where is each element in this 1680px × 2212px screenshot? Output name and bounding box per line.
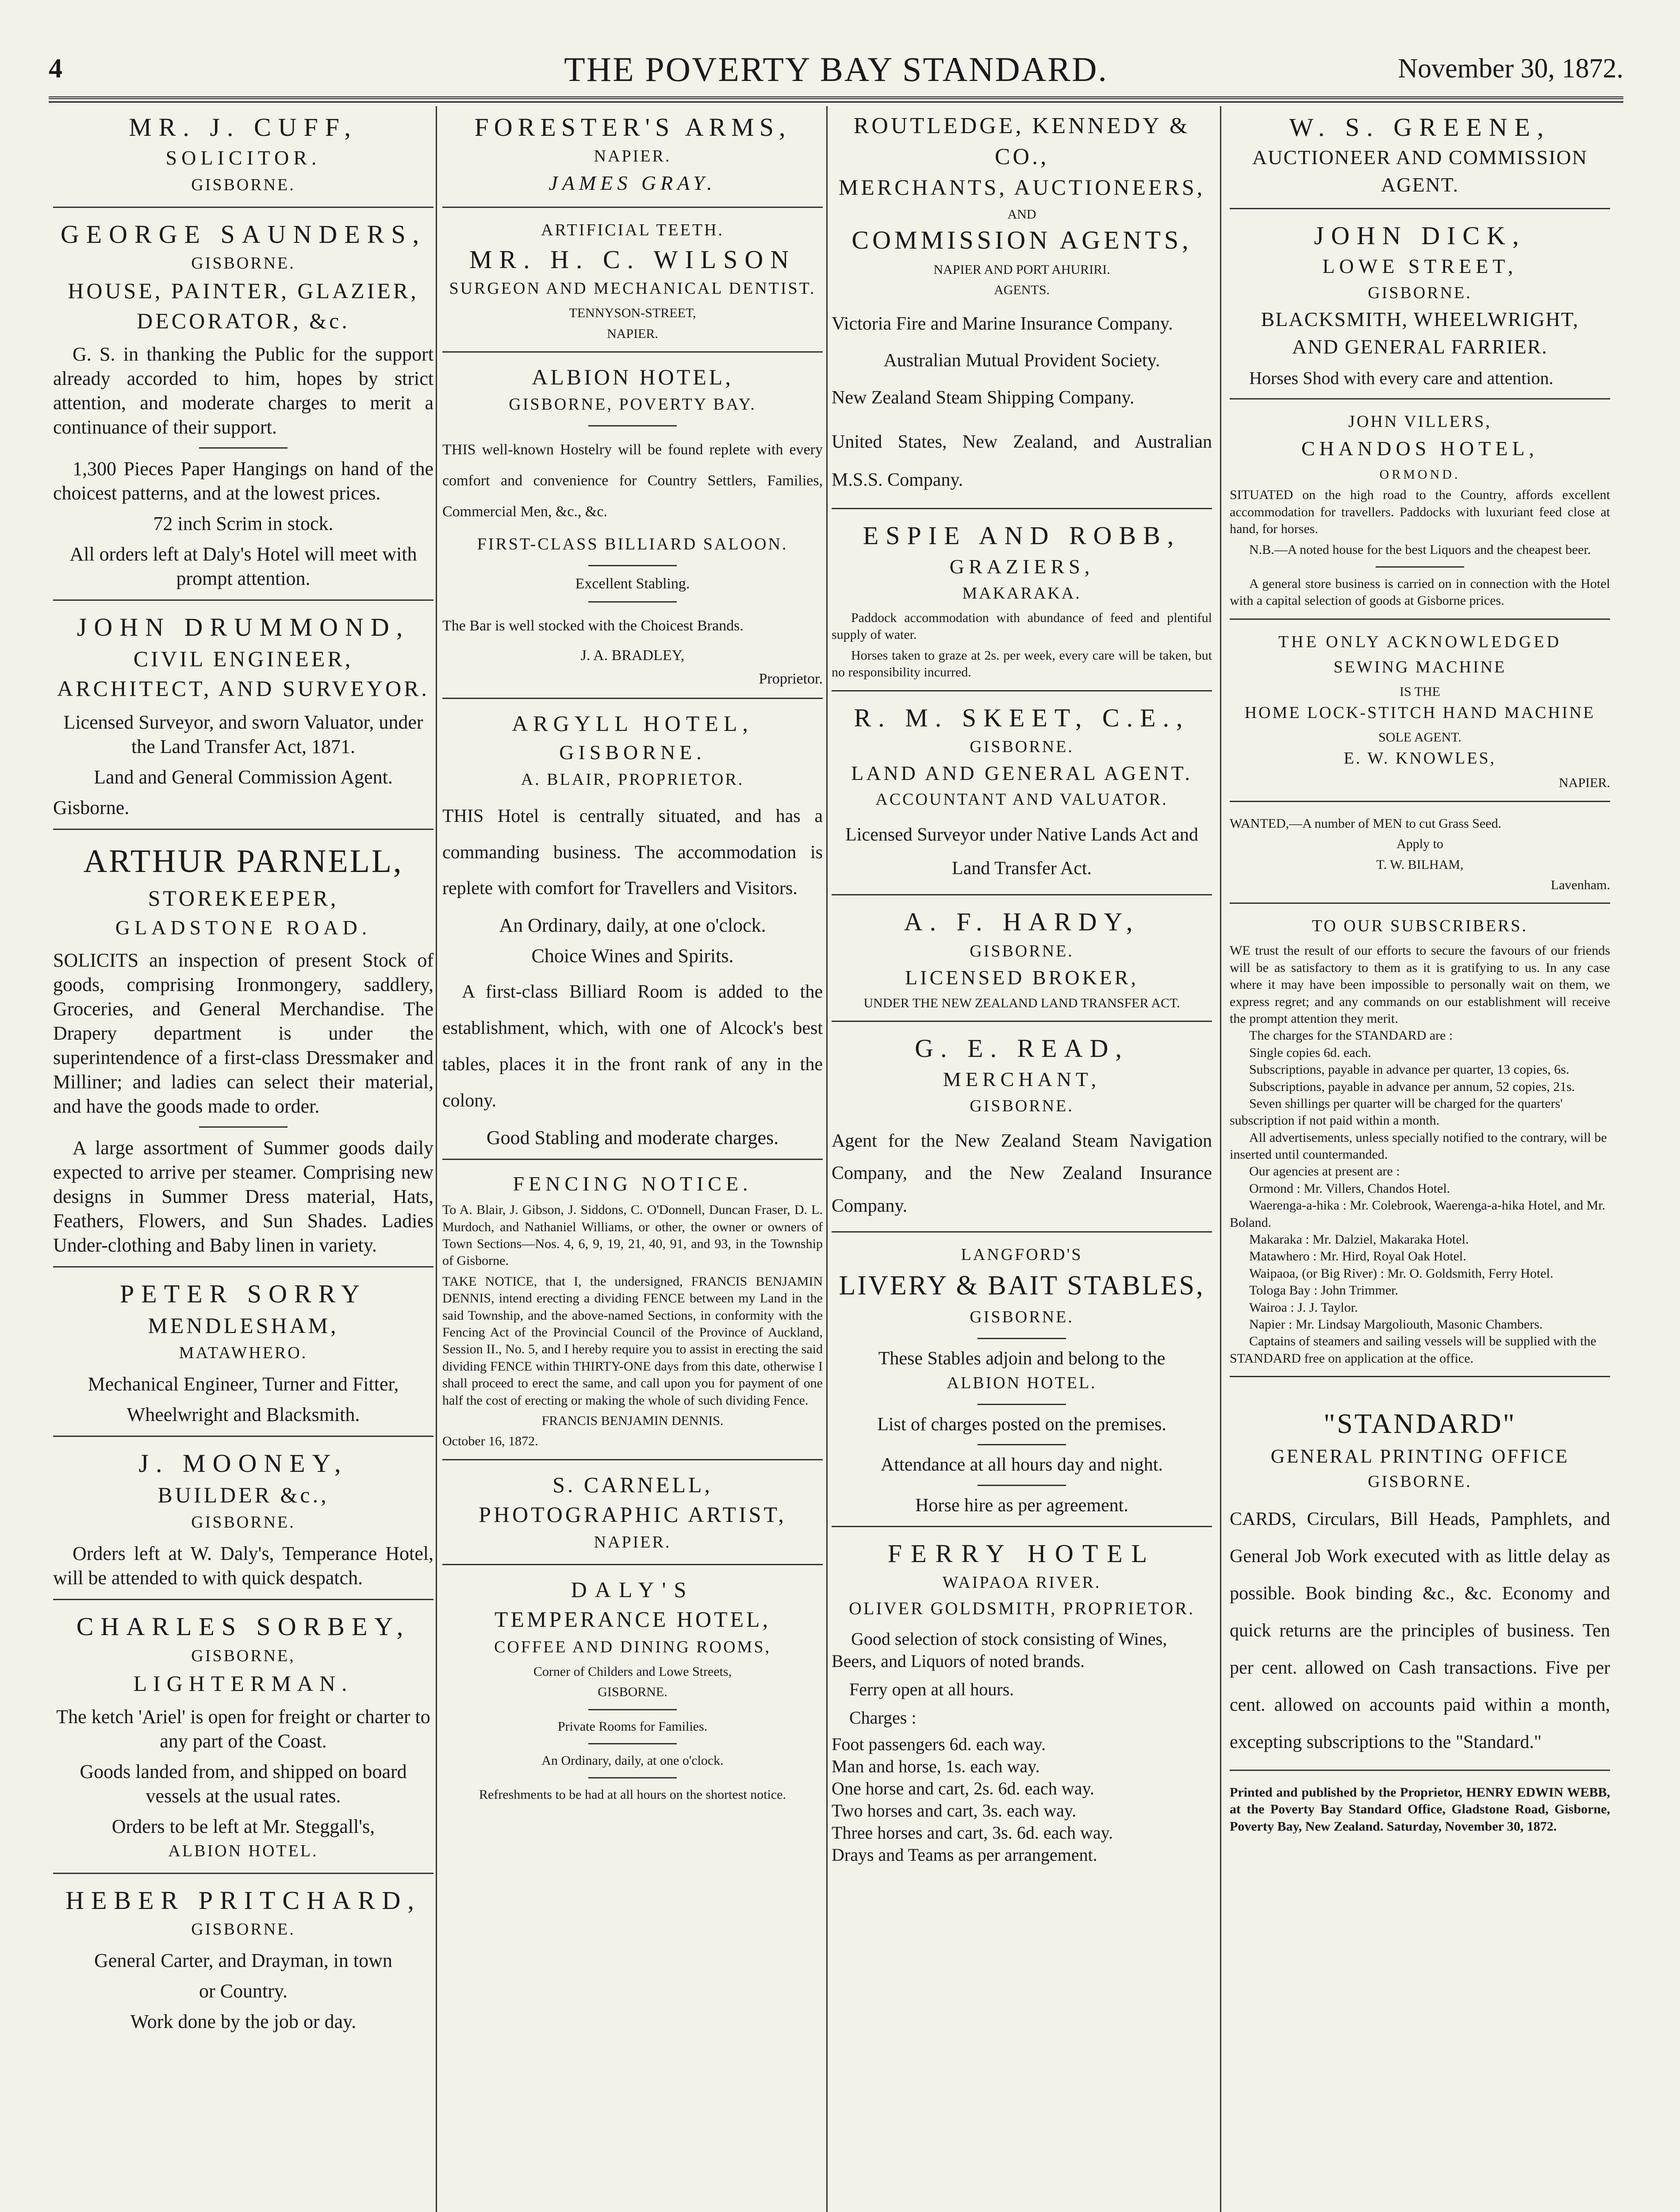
ad-title: SOLICITOR. xyxy=(165,146,321,169)
notice-body xyxy=(1230,942,1610,1367)
masthead-rule xyxy=(49,96,1623,103)
ad-wilson xyxy=(442,207,823,342)
ad-text: Agent for the New Zealand Steam Navigation Company, and the New Zealand Insurance Company. xyxy=(832,1130,1212,1216)
ad-title: SEWING MACHINE xyxy=(1333,657,1507,676)
ad-owner: JAMES GRAY. xyxy=(548,172,717,195)
ad-title: LICENSED BROKER, xyxy=(905,966,1139,989)
ad-text: To A. Blair, J. Gibson, J. Siddons, C. O'Donnell, Duncan Fraser, D. L. Murdoch, and Nathaniel Williams, or other, the owner or owners of Town Sections—Nos. 4, 6, 9, 19, 21, 40, 91, and 93, in the Township of Gisborne. xyxy=(442,1202,823,1268)
agency-item: Makaraka : Mr. Dalziel, Makaraka Hotel. xyxy=(1249,1232,1469,1247)
notice-text: Our agencies at present are : xyxy=(1249,1164,1400,1179)
ad-title: AND GENERAL FARRIER. xyxy=(1292,335,1548,358)
divider xyxy=(588,601,677,603)
ad-date: October 16, 1872. xyxy=(442,1434,538,1449)
ad-heading: GEORGE SAUNDERS, xyxy=(60,219,426,249)
ad-place: NAPIER. xyxy=(607,326,658,341)
page-number: 4 xyxy=(49,54,62,84)
issue-date: November 30, 1872. xyxy=(1398,54,1623,84)
ad-title: HOME LOCK-STITCH HAND MACHINE xyxy=(1244,703,1596,722)
ad-heading: FERRY HOTEL xyxy=(887,1539,1156,1568)
ad-routledge xyxy=(832,111,1212,499)
ad-heading: ARGYLL HOTEL, xyxy=(512,710,753,736)
ad-drummond xyxy=(53,599,433,819)
ad-title: LIVERY & BAIT STABLES, xyxy=(839,1271,1205,1301)
ad-place: GISBORNE. xyxy=(1368,284,1472,303)
ad-text: 1,300 Pieces Paper Hangings on hand of the choicest patterns, and at the lowest prices. xyxy=(53,458,433,504)
column-3 xyxy=(832,111,1212,2212)
ad-subtitle: COFFEE AND DINING ROOMS, xyxy=(494,1637,771,1656)
ad-text: or Country. xyxy=(199,1980,288,2002)
ad-text: Paddock accommodation with abundance of feed and plentiful supply of water. xyxy=(832,611,1212,642)
ad-hardy xyxy=(832,894,1212,1012)
ad-text: N.B.—A noted house for the best Liquors and the cheapest beer. xyxy=(1249,542,1591,557)
agency-item: Ormond : Mr. Villers, Chandos Hotel. xyxy=(1249,1181,1450,1196)
ad-heading: LANGFORD'S xyxy=(961,1245,1083,1264)
ad-title: PHOTOGRAPHIC ARTIST, xyxy=(479,1502,786,1527)
divider xyxy=(588,425,677,426)
ad-place: GISBORNE. xyxy=(191,175,295,194)
ad-heading: ARTHUR PARNELL, xyxy=(83,843,403,879)
ad-standard-printing xyxy=(1230,1376,1610,1761)
ad-address: Corner of Childers and Lowe Streets, xyxy=(533,1664,732,1679)
ad-carnell xyxy=(442,1459,823,1555)
ad-heading: S. CARNELL, xyxy=(552,1472,713,1497)
ad-heading: A. F. HARDY, xyxy=(904,907,1140,937)
charge-item: Foot passengers 6d. each way. xyxy=(832,1734,1046,1755)
ad-text: Land and General Commission Agent. xyxy=(94,766,393,788)
divider xyxy=(199,447,288,449)
ad-title: STOREKEEPER, xyxy=(148,886,339,911)
ad-heading: MENDLESHAM, xyxy=(148,1313,339,1338)
ad-place: NAPIER AND PORT AHURIRI. xyxy=(933,262,1110,277)
ad-text: Mechanical Engineer, Turner and Fitter, xyxy=(88,1373,399,1395)
ad-heading: FENCING NOTICE. xyxy=(513,1172,752,1195)
ad-text: A first-class Billiard Room is added to the establishment, which, with one of Alcock's best tables, places it in the front rank of any in the colony. xyxy=(442,982,823,1111)
ad-text: New Zealand Steam Shipping Company. xyxy=(832,387,1135,408)
notice-text: All advertisements, unless specially notified to the contrary, will be inserted until countermanded. xyxy=(1230,1130,1607,1162)
ad-title: COMMISSION AGENTS, xyxy=(852,226,1192,255)
ad-title: GRAZIERS, xyxy=(949,555,1094,578)
column-4 xyxy=(1230,111,1610,2212)
column-divider xyxy=(826,106,828,2212)
ad-street: TENNYSON-STREET, xyxy=(569,306,696,321)
ad-text: Private Rooms for Families. xyxy=(557,1719,708,1734)
ad-place: ORMOND. xyxy=(1379,467,1461,482)
ad-text: Refreshments to be had at all hours on the shortest notice. xyxy=(479,1787,786,1802)
ad-text: Gisborne. xyxy=(53,796,130,818)
ad-title: TEMPERANCE HOTEL, xyxy=(494,1607,771,1632)
divider xyxy=(1376,566,1464,568)
ad-text: An Ordinary, daily, at one o'clock. xyxy=(499,914,766,937)
ad-place: NAPIER. xyxy=(1559,776,1610,791)
ad-sorry xyxy=(53,1266,433,1427)
ad-text: Goods landed from, and shipped on board vessels at the usual rates. xyxy=(80,1761,407,1807)
ad-place: GISBORNE. xyxy=(970,1096,1074,1115)
ad-text: Licensed Surveyor under Native Lands Act and Land Transfer Act. xyxy=(845,825,1198,879)
divider xyxy=(978,1404,1066,1405)
ad-text: THIS Hotel is centrally situated, and has a commanding business. The accommodation is replete with comfort for Travellers and Visitors. xyxy=(442,806,823,899)
agency-item: Waerenga-a-hika : Mr. Colebrook, Waerenga-a-hika Hotel, and Mr. Boland. xyxy=(1230,1198,1606,1230)
ad-text: Horse hire as per agreement. xyxy=(915,1495,1128,1516)
ad-langford xyxy=(832,1231,1212,1517)
divider xyxy=(588,565,677,566)
ad-heading: W. S. GREENE, xyxy=(1289,113,1551,142)
ad-text: SITUATED on the high road to the Country, affords excellent accommodation for travellers. Paddocks with luxuriant feed close at hand, for horses. xyxy=(1230,488,1610,537)
ad-title: ACCOUNTANT AND VALUATOR. xyxy=(875,790,1168,809)
ad-place: GISBORNE, POVERTY BAY. xyxy=(509,395,756,414)
ad-agents: AGENTS. xyxy=(994,282,1050,297)
ad-title: SURGEON AND MECHANICAL DENTIST. xyxy=(449,279,816,298)
notice-text: Subscriptions, payable in advance per quarter, 13 copies, 6s. xyxy=(1249,1062,1569,1077)
ad-text: Excellent Stabling. xyxy=(575,575,690,592)
ad-place: MAKARAKA. xyxy=(962,584,1082,603)
column-1 xyxy=(53,111,433,2212)
divider xyxy=(588,1777,677,1778)
ad-text: Charges : xyxy=(849,1708,917,1728)
ad-place: GISBORNE. xyxy=(970,737,1074,756)
divider xyxy=(588,1743,677,1744)
column-2 xyxy=(442,111,823,2212)
ad-skeet xyxy=(832,690,1212,886)
notice-text: Subscriptions, payable in advance per annum, 52 copies, 21s. xyxy=(1249,1079,1575,1094)
notice-heading: TO OUR SUBSCRIBERS. xyxy=(1312,917,1528,936)
ad-text: TAKE NOTICE, that I, the undersigned, FRANCIS BENJAMIN DENNIS, intend erecting a dividing FENCE between my Land in the said Township, and the above-named Sections, in conformity with the Fencing Act of the Provincial Council of the Province of Auckland, Session II., No. 5, and I hereby require you to assist in erecting the said dividing FENCE within THIRTY-ONE days from this date, otherwise I shall proceed to erect the same, and call upon you for payment of one half the cost of erecting or making the whole of such dividing Fence. xyxy=(442,1274,823,1408)
charge-item: Two horses and cart, 3s. each way. xyxy=(832,1801,1077,1821)
ad-place: GISBORNE. xyxy=(970,1308,1074,1327)
divider xyxy=(588,1709,677,1710)
charges-list xyxy=(832,1733,1212,1866)
agency-item: Napier : Mr. Lindsay Margoliouth, Masonic Chambers. xyxy=(1249,1317,1543,1332)
notice-text: Seven shillings per quarter will be charged for the quarters' subscription if not paid within a month. xyxy=(1230,1096,1563,1128)
divider xyxy=(978,1338,1066,1339)
ad-text: Orders to be left at Mr. Steggall's, xyxy=(111,1816,375,1838)
ad-albion-hotel xyxy=(442,351,823,689)
ad-heading: ESPIE AND ROBB, xyxy=(863,521,1181,550)
ad-text: United States, New Zealand, and Australian M.S.S. Company. xyxy=(832,432,1212,491)
ad-heading: ALBION HOTEL, xyxy=(532,364,733,389)
ad-place: NAPIER. xyxy=(594,147,671,166)
ad-text: CARDS, Circulars, Bill Heads, Pamphlets, and General Job Work executed with as little delay as possible. Book binding &c., &c. Economy and quick returns are the principles of business. Ten per cent. allowed on Cash transactions. Five per cent. allowed on accounts paid within a month, excepting subscriptions to the "Standard." xyxy=(1230,1509,1610,1752)
ad-heading: ROUTLEDGE, KENNEDY & CO., xyxy=(853,113,1190,170)
charge-item: Three horses and cart, 3s. 6d. each way. xyxy=(832,1823,1113,1843)
ad-title: CIVIL ENGINEER, ARCHITECT, AND SURVEYOR. xyxy=(57,646,430,701)
divider xyxy=(199,1126,288,1128)
ad-saunders xyxy=(53,207,433,591)
ad-text: Wheelwright and Blacksmith. xyxy=(127,1404,360,1426)
ad-street: LOWE STREET, xyxy=(1322,254,1518,277)
ad-place: MATAWHERO. xyxy=(179,1344,308,1363)
ad-heading: "STANDARD" xyxy=(1323,1408,1516,1440)
ad-espie-robb xyxy=(832,508,1212,681)
ad-text: ALBION HOTEL. xyxy=(168,1842,318,1861)
agency-item: Waipaoa, (or Big River) : Mr. O. Goldsmith, Ferry Hotel. xyxy=(1249,1266,1553,1281)
ad-title: BUILDER &c., xyxy=(157,1482,329,1507)
ad-heading: MR. H. C. WILSON xyxy=(469,245,796,274)
ad-text: THIS well-known Hostelry will be found replete with every comfort and convenience for Country Settlers, Families, Commercial Men, &c., &c. xyxy=(442,442,823,520)
ad-sorbey xyxy=(53,1599,433,1864)
ad-heading: JOHN DRUMMOND, xyxy=(77,613,410,642)
ad-text: A large assortment of Summer goods daily expected to arrive per steamer. Comprising new designs in Summer Dress material, Hats, Feathers, Flowers, and Sun Shades. Ladies Under-clothing and Baby linen in variety. xyxy=(53,1137,433,1256)
column-divider xyxy=(436,106,437,2212)
masthead xyxy=(49,44,1623,93)
ad-text: Licensed Surveyor, and sworn Valuator, under the Land Transfer Act, 1871. xyxy=(63,711,423,757)
ad-text: Horses Shod with every care and attention. xyxy=(1249,368,1553,388)
ad-pritchard xyxy=(53,1873,433,2034)
ad-place: GISBORNE. xyxy=(191,1920,295,1939)
ad-text: The ketch 'Ariel' is open for freight or charter to any part of the Coast. xyxy=(56,1706,430,1752)
ad-place: GISBORNE. xyxy=(191,1513,295,1532)
ad-ferry-hotel xyxy=(832,1526,1212,1866)
ad-dalys-hotel xyxy=(442,1564,823,1804)
agency-item: Tologa Bay : John Trimmer. xyxy=(1249,1283,1399,1298)
newspaper-title: THE POVERTY BAY STANDARD. xyxy=(564,50,1108,88)
charge-item: One horse and cart, 2s. 6d. each way. xyxy=(832,1778,1094,1799)
ad-text: These Stables adjoin and belong to the xyxy=(878,1348,1166,1369)
ad-place: GISBORNE. xyxy=(191,254,295,273)
ad-dick xyxy=(1230,208,1610,389)
ad-text: List of charges posted on the premises. xyxy=(877,1414,1166,1435)
ad-owner: OLIVER GOLDSMITH, PROPRIETOR. xyxy=(849,1598,1195,1619)
ad-text: Work done by the job or day. xyxy=(130,2011,357,2033)
notice-text: The charges for the STANDARD are : xyxy=(1249,1028,1453,1043)
ad-title: BLACKSMITH, WHEELWRIGHT, xyxy=(1261,308,1579,331)
ad-heading: FORESTER'S ARMS, xyxy=(474,113,791,142)
ad-title: DECORATOR, &c. xyxy=(137,308,350,333)
ad-heading: R. M. SKEET, C.E., xyxy=(854,703,1190,732)
divider xyxy=(978,1485,1066,1486)
ad-owner: A. BLAIR, PROPRIETOR. xyxy=(521,770,744,789)
ad-title: MERCHANT, xyxy=(943,1068,1101,1091)
ad-place: WAIPAOA RIVER. xyxy=(942,1573,1101,1592)
notice-text: Single copies 6d. each. xyxy=(1249,1045,1371,1060)
ad-heading: HEBER PRITCHARD, xyxy=(65,1886,421,1915)
charge-item: Man and horse, 1s. each way. xyxy=(832,1756,1040,1777)
ad-title: AUCTIONEER AND COMMISSION AGENT. xyxy=(1252,146,1588,196)
ad-title: HOUSE, PAINTER, GLAZIER, xyxy=(68,278,419,303)
ad-text: The Bar is well stocked with the Choicest Brands. xyxy=(442,618,744,634)
ad-heading: ARTIFICIAL TEETH. xyxy=(541,220,724,239)
ad-text: Australian Mutual Provident Society. xyxy=(883,350,1160,371)
ad-text: Horses taken to graze at 2s. per week, every care will be taken, but no responsibility incurred. xyxy=(832,648,1212,680)
ad-text: Attendance at all hours day and night. xyxy=(881,1455,1163,1475)
ad-greene xyxy=(1230,111,1610,199)
ad-heading: MR. J. CUFF, xyxy=(129,113,358,142)
notice-text: Captains of steamers and sailing vessels will be supplied with the STANDARD free on application at the office. xyxy=(1230,1334,1596,1366)
ad-place: GLADSTONE ROAD. xyxy=(115,916,372,939)
ad-text: A general store business is carried on in connection with the Hotel with a capital selection of goods at Gisborne prices. xyxy=(1230,576,1610,608)
ad-place: GISBORNE. xyxy=(559,741,706,764)
ad-text: WANTED,—A number of MEN to cut Grass Seed. xyxy=(1230,816,1502,831)
ad-owner: JOHN VILLERS, xyxy=(1348,412,1492,431)
ad-text: Orders left at W. Daly's, Temperance Hotel, will be attended to with quick despatch. xyxy=(53,1543,433,1589)
ad-place: GISBORNE, xyxy=(191,1646,295,1665)
ad-text: FIRST-CLASS BILLIARD SALOON. xyxy=(477,534,788,553)
ad-argyll-hotel xyxy=(442,698,823,1150)
ad-fencing-notice xyxy=(442,1159,823,1450)
notice-subscribers xyxy=(1230,902,1610,1367)
ad-read xyxy=(832,1021,1212,1222)
ad-text: SOLICITS an inspection of present Stock of goods, comprising Ironmongery, saddlery, Groceries, and General Merchandise. The Drapery department is under the superintendence of a first-class Dressmaker and Milliner; and ladies can select their material, and have the goods made to order. xyxy=(53,949,433,1118)
ad-heading: CHANDOS HOTEL, xyxy=(1301,437,1539,460)
ad-heading: CHARLES SORBEY, xyxy=(76,1612,410,1641)
ad-signature: FRANCIS BENJAMIN DENNIS. xyxy=(541,1413,724,1428)
ad-sewing-machine xyxy=(1230,618,1610,792)
ad-heading: PETER SORRY xyxy=(120,1279,367,1309)
ad-agent: SOLE AGENT. xyxy=(1378,730,1461,745)
divider xyxy=(978,1444,1066,1445)
ad-place: GISBORNE. xyxy=(1368,1472,1472,1491)
ad-agent-name: E. W. KNOWLES, xyxy=(1343,749,1496,768)
ad-text: Ferry open at all hours. xyxy=(849,1679,1014,1700)
column-divider xyxy=(1220,106,1221,2212)
ad-place: NAPIER. xyxy=(594,1532,671,1551)
imprint xyxy=(1230,1770,1610,1835)
ad-title: LAND AND GENERAL AGENT. xyxy=(851,761,1193,784)
notice-text: WE trust the result of our efforts to secure the favours of our friends will be as satisfactory to them as it is gratifying to us. In any case where it may have been impossible to personally wait on them, we express regret; and any commands on our establishment will receive the prompt attention they merit. xyxy=(1230,943,1610,1026)
ad-title: GENERAL PRINTING OFFICE xyxy=(1270,1445,1569,1467)
ad-heading: G. E. READ, xyxy=(915,1034,1129,1063)
ad-text: IS THE xyxy=(1400,684,1440,699)
ad-text: Good selection of stock consisting of Wines, Beers, and Liquors of noted brands. xyxy=(832,1629,1167,1671)
ad-text: UNDER THE NEW ZEALAND LAND TRANSFER ACT. xyxy=(863,995,1180,1010)
ad-signature: T. W. BILHAM, xyxy=(1376,857,1464,872)
ad-and: AND xyxy=(1007,207,1036,222)
ad-place: Lavenham. xyxy=(1550,878,1610,893)
imprint-text: Printed and published by the Proprietor, HENRY EDWIN WEBB, at the Poverty Bay Standard Office, Gladstone Road, Gisborne, Poverty Bay, New Zealand. Saturday, November 30, 1872. xyxy=(1230,1785,1610,1834)
ad-text: Victoria Fire and Marine Insurance Company. xyxy=(832,314,1173,334)
ad-text: An Ordinary, daily, at one o'clock. xyxy=(541,1753,724,1768)
ad-chandos-hotel xyxy=(1230,398,1610,610)
ad-text: ALBION HOTEL. xyxy=(947,1373,1097,1392)
ad-text: G. S. in thanking the Public for the support already accorded to him, hopes by strict attention, and moderate charges to merit a continuance of their support. xyxy=(53,343,433,438)
ad-text: Choice Wines and Spirits. xyxy=(531,945,734,967)
ad-foresters-arms xyxy=(442,111,823,198)
ad-place: GISBORNE. xyxy=(598,1685,667,1700)
ad-title: MERCHANTS, AUCTIONEERS, xyxy=(838,175,1205,200)
ad-signature: Proprietor. xyxy=(759,671,823,687)
ad-mooney xyxy=(53,1436,433,1590)
ad-text: Good Stabling and moderate charges. xyxy=(486,1126,779,1148)
ad-wanted xyxy=(1230,801,1610,894)
ad-title: LIGHTERMAN. xyxy=(133,1671,353,1696)
ad-heading: DALY'S xyxy=(571,1577,694,1602)
agency-item: Wairoa : J. J. Taylor. xyxy=(1249,1300,1358,1315)
ad-heading: J. MOONEY, xyxy=(138,1449,348,1478)
ad-parnell xyxy=(53,829,433,1258)
ad-heading: THE ONLY ACKNOWLEDGED xyxy=(1278,632,1562,651)
ad-heading: JOHN DICK, xyxy=(1314,221,1526,250)
ad-text: All orders left at Daly's Hotel will meet with prompt attention. xyxy=(69,543,417,590)
charge-item: Drays and Teams as per arrangement. xyxy=(832,1845,1097,1865)
ad-place: GISBORNE. xyxy=(970,941,1074,960)
ad-cuff xyxy=(53,111,433,198)
ad-text: 72 inch Scrim in stock. xyxy=(153,513,334,535)
ad-text: Apply to xyxy=(1396,837,1443,852)
ad-text: General Carter, and Drayman, in town xyxy=(94,1950,392,1972)
agency-item: Matawhero : Mr. Hird, Royal Oak Hotel. xyxy=(1249,1249,1466,1264)
ad-signature: J. A. BRADLEY, xyxy=(580,647,685,664)
